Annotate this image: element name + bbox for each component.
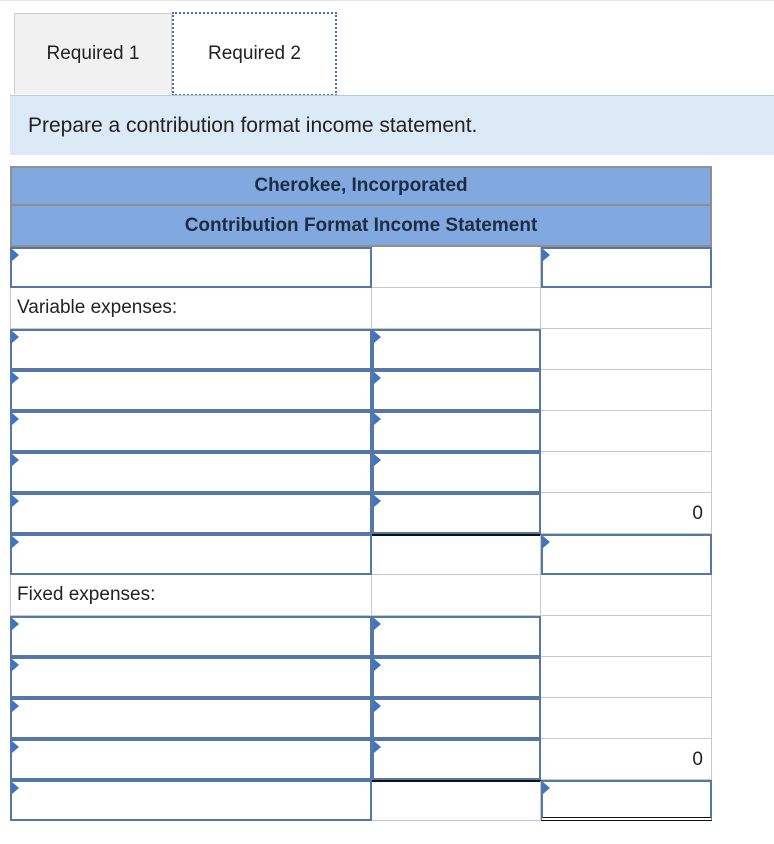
table-row (10, 575, 712, 616)
tab-required-2[interactable] (172, 12, 337, 96)
statement-title-header (10, 206, 712, 247)
table-row (10, 411, 712, 452)
tab-required-1-label: Required 1 (46, 43, 140, 64)
empty-cell (541, 452, 712, 493)
table-row (10, 493, 712, 534)
dropdown-marker-icon (543, 536, 550, 548)
table-row (10, 288, 712, 329)
fixed-expense-amount-input[interactable] (372, 698, 541, 739)
dropdown-marker-icon (12, 741, 19, 753)
empty-cell (541, 411, 712, 452)
table-row (10, 616, 712, 657)
tab-required-2-label: Required 2 (208, 43, 301, 64)
empty-cell (372, 247, 541, 288)
fixed-expense-amount-input[interactable] (372, 616, 541, 657)
subtotal-amount-input[interactable] (541, 534, 712, 575)
empty-cell (541, 616, 712, 657)
fixed-expense-amount-input[interactable] (372, 739, 541, 780)
dropdown-marker-icon (12, 618, 19, 630)
fixed-expense-amount-input[interactable] (372, 657, 541, 698)
dropdown-marker-icon (374, 495, 381, 507)
dropdown-marker-icon (374, 372, 381, 384)
total-fixed-expenses-cell (541, 739, 712, 780)
empty-cell (541, 288, 712, 329)
variable-expenses-label: Variable expenses: (17, 297, 178, 318)
empty-cell (372, 288, 541, 329)
dropdown-marker-icon (12, 659, 19, 671)
dropdown-marker-icon (374, 659, 381, 671)
net-item-input[interactable] (10, 780, 372, 821)
tab-required-1[interactable] (14, 13, 172, 94)
dropdown-marker-icon (12, 372, 19, 384)
total-fixed-expenses-value: 0 (692, 749, 703, 770)
table-row (10, 247, 712, 288)
variable-expense-item-input[interactable] (10, 411, 372, 452)
variable-expense-amount-input[interactable] (372, 411, 541, 452)
variable-expense-item-input[interactable] (10, 452, 372, 493)
dropdown-marker-icon (374, 413, 381, 425)
income-statement-table (10, 166, 712, 821)
company-name-header (10, 166, 712, 206)
dropdown-marker-icon (374, 741, 381, 753)
dropdown-marker-icon (12, 700, 19, 712)
fixed-expense-item-input[interactable] (10, 739, 372, 780)
dropdown-marker-icon (543, 782, 550, 794)
subtotal-item-input[interactable] (10, 534, 372, 575)
variable-expense-amount-input[interactable] (372, 452, 541, 493)
dropdown-marker-icon (12, 249, 19, 261)
empty-cell (541, 329, 712, 370)
dropdown-marker-icon (12, 495, 19, 507)
amount-input[interactable] (541, 247, 712, 288)
empty-cell (541, 575, 712, 616)
dropdown-marker-icon (543, 249, 550, 261)
dropdown-marker-icon (374, 331, 381, 343)
section-label-cell (10, 288, 372, 329)
company-name: Cherokee, Incorporated (254, 175, 468, 196)
fixed-expense-item-input[interactable] (10, 698, 372, 739)
table-row (10, 452, 712, 493)
table-row (10, 534, 712, 575)
empty-cell (372, 575, 541, 616)
dropdown-marker-icon (374, 618, 381, 630)
variable-expense-item-input[interactable] (10, 329, 372, 370)
dropdown-marker-icon (12, 782, 19, 794)
statement-title: Contribution Format Income Statement (184, 214, 538, 236)
instruction-text: Prepare a contribution format income statement. (28, 113, 478, 137)
dropdown-marker-icon (12, 331, 19, 343)
dropdown-marker-icon (12, 413, 19, 425)
dropdown-marker-icon (12, 454, 19, 466)
line-item-input[interactable] (10, 247, 372, 288)
table-row (10, 780, 712, 821)
empty-cell (372, 780, 541, 821)
table-row (10, 698, 712, 739)
dropdown-marker-icon (374, 700, 381, 712)
table-row (10, 657, 712, 698)
section-label-cell (10, 575, 372, 616)
dropdown-marker-icon (374, 454, 381, 466)
total-variable-expenses-value: 0 (692, 503, 703, 524)
dropdown-marker-icon (12, 536, 19, 548)
total-variable-expenses-cell (541, 493, 712, 534)
table-row (10, 329, 712, 370)
empty-cell (372, 534, 541, 575)
empty-cell (541, 657, 712, 698)
empty-cell (541, 698, 712, 739)
variable-expense-amount-input[interactable] (372, 370, 541, 411)
variable-expense-amount-input[interactable] (372, 493, 541, 534)
variable-expense-amount-input[interactable] (372, 329, 541, 370)
variable-expense-item-input[interactable] (10, 370, 372, 411)
net-amount-input[interactable] (541, 780, 712, 821)
fixed-expense-item-input[interactable] (10, 657, 372, 698)
fixed-expense-item-input[interactable] (10, 616, 372, 657)
table-row (10, 739, 712, 780)
variable-expense-item-input[interactable] (10, 493, 372, 534)
fixed-expenses-label: Fixed expenses: (17, 584, 156, 605)
empty-cell (541, 370, 712, 411)
top-divider (0, 0, 774, 1)
table-row (10, 370, 712, 411)
instruction-bar (10, 95, 774, 155)
